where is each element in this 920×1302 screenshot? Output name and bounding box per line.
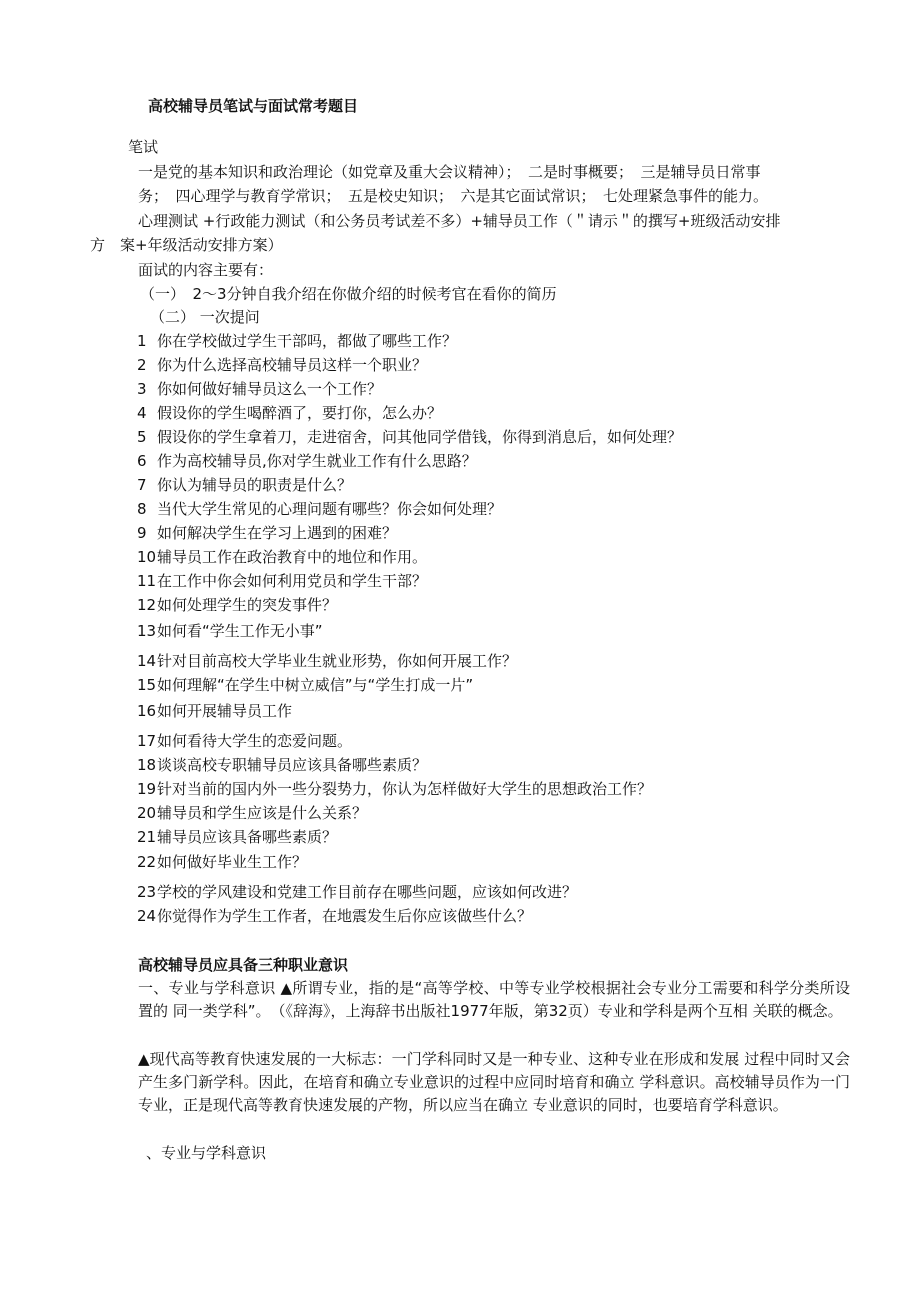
section-paragraph-2: ▲现代高等教育快速发展的一大标志：一门学科同时又是一种专业、这种专业在形成和发展 过程中同时又会产生多门新学科。因此，在培育和确立专业意识的过程中应同时培育和确立 学科意识。高校辅导员作为一门专业，正是现代高等教育快速发展的产物，所以应当在确立 专业意识的同时，也要培育学科意识。 [138,1050,850,1114]
list-item [137,731,352,751]
question-number: 13 [137,622,157,640]
list-item [137,331,457,351]
question-text: 如何看“学生工作无小事” [157,622,323,640]
question-text: 谈谈高校专职辅导员应该具备哪些素质？ [157,756,428,774]
question-number: 21 [137,828,157,846]
question-text: 你如何做好辅导员这么一个工作？ [157,380,383,398]
written-heading: 笔试 [128,138,159,156]
question-number: 5 [137,428,147,446]
section-heading: 高校辅导员应具备三种职业意识 [138,956,349,974]
question-text: 假设你的学生拿着刀，走进宿舍，问其他同学借钱，你得到消息后，如何处理？ [157,428,683,446]
question-number: 2 [137,356,147,374]
list-item [137,355,427,375]
question-number: 24 [137,907,157,925]
question-number: 12 [137,596,157,614]
question-text: 你觉得作为学生工作者，在地震发生后你应该做些什么？ [157,907,533,925]
question-text: 你为什么选择高校辅导员这样一个职业？ [157,356,428,374]
list-item [137,827,337,847]
question-number: 14 [137,652,157,670]
list-item [137,571,427,591]
list-item [137,675,473,695]
list-item [137,852,307,872]
question-text: 如何做好毕业生工作？ [157,853,308,871]
question-number: 23 [137,883,157,901]
list-item [137,595,337,615]
question-number: 17 [137,732,157,750]
question-text: 如何开展辅导员工作 [157,702,293,720]
written-line-2: 务； 四心理学与教育学常识； 五是校史知识； 六是其它面试常识； 七处理紧急事件的能力。 [138,187,769,205]
question-text: 辅导员应该具备哪些素质？ [157,828,338,846]
question-number: 11 [137,572,157,590]
section-tail: 、专业与学科意识 [146,1144,267,1162]
question-text: 如何解决学生在学习上遇到的困难？ [157,524,398,542]
question-number: 6 [137,452,147,470]
question-text: 作为高校辅导员,你对学生就业工作有什么思路？ [157,452,477,470]
interview-part-2: （二） 一次提问 [150,308,260,326]
question-number: 9 [137,524,147,542]
list-item [137,621,323,641]
question-number: 18 [137,756,157,774]
question-text: 针对目前高校大学毕业生就业形势，你如何开展工作？ [157,652,518,670]
list-item [137,379,382,399]
list-item [137,451,477,471]
section-paragraph-1: 一、专业与学科意识 ▲所谓专业，指的是“高等学校、中等专业学校根据社会专业分工需要和科学分类所设置的 同一类学科”。 （《辞海》，上海辞书出版社1977年版，第32页）专业和学科是两个互相 关联的概念。 [138,979,850,1020]
question-text: 在工作中你会如何利用党员和学生干部？ [157,572,428,590]
question-number: 22 [137,853,157,871]
question-number: 8 [137,500,147,518]
list-item [137,547,427,567]
list-item [137,701,292,721]
question-number: 7 [137,476,147,494]
written-line-4: 方 案+年级活动安排方案） [90,236,283,254]
list-item [137,803,367,823]
page-title: 高校辅导员笔试与面试常考题目 [148,97,359,115]
question-text: 辅导员和学生应该是什么关系？ [157,804,368,822]
question-text: 辅导员工作在政治教育中的地位和作用。 [157,548,428,566]
question-text: 当代大学生常见的心理问题有哪些？你会如何处理？ [157,500,503,518]
question-number: 1 [137,332,147,350]
list-item [137,475,352,495]
question-text: 假设你的学生喝醉酒了，要打你，怎么办？ [157,404,443,422]
question-text: 学校的学风建设和党建工作目前存在哪些问题，应该如何改进？ [157,883,578,901]
question-text: 如何处理学生的突发事件？ [157,596,338,614]
written-line-1: 一是党的基本知识和政治理论（如党章及重大会议精神）； 二是时事概要； 三是辅导员日常事 [138,163,761,181]
question-number: 20 [137,804,157,822]
list-item [137,499,502,519]
question-number: 15 [137,676,157,694]
list-item [137,882,577,902]
question-number: 19 [137,780,157,798]
question-text: 你在学校做过学生干部吗，都做了哪些工作？ [157,332,458,350]
question-number: 10 [137,548,157,566]
interview-part-1: （一） 2～3分钟自我介绍在你做介绍的时候考官在看你的简历 [140,285,557,303]
written-line-3: 心理测试 +行政能力测试（和公务员考试差不多）+辅导员工作（＂请示＂的撰写+班级活动安排 [138,212,781,230]
list-item [137,427,682,447]
list-item [137,906,532,926]
question-text: 如何看待大学生的恋爱问题。 [157,732,353,750]
question-text: 你认为辅导员的职责是什么？ [157,476,353,494]
list-item [137,779,652,799]
list-item [137,755,427,775]
question-text: 如何理解“在学生中树立威信”与“学生打成一片” [157,676,474,694]
question-number: 4 [137,404,147,422]
list-item [137,403,442,423]
question-text: 针对当前的国内外一些分裂势力，你认为怎样做好大学生的思想政治工作？ [157,780,653,798]
question-number: 16 [137,702,157,720]
list-item [137,651,517,671]
question-number: 3 [137,380,147,398]
interview-heading: 面试的内容主要有： [138,261,274,279]
list-item [137,523,397,543]
